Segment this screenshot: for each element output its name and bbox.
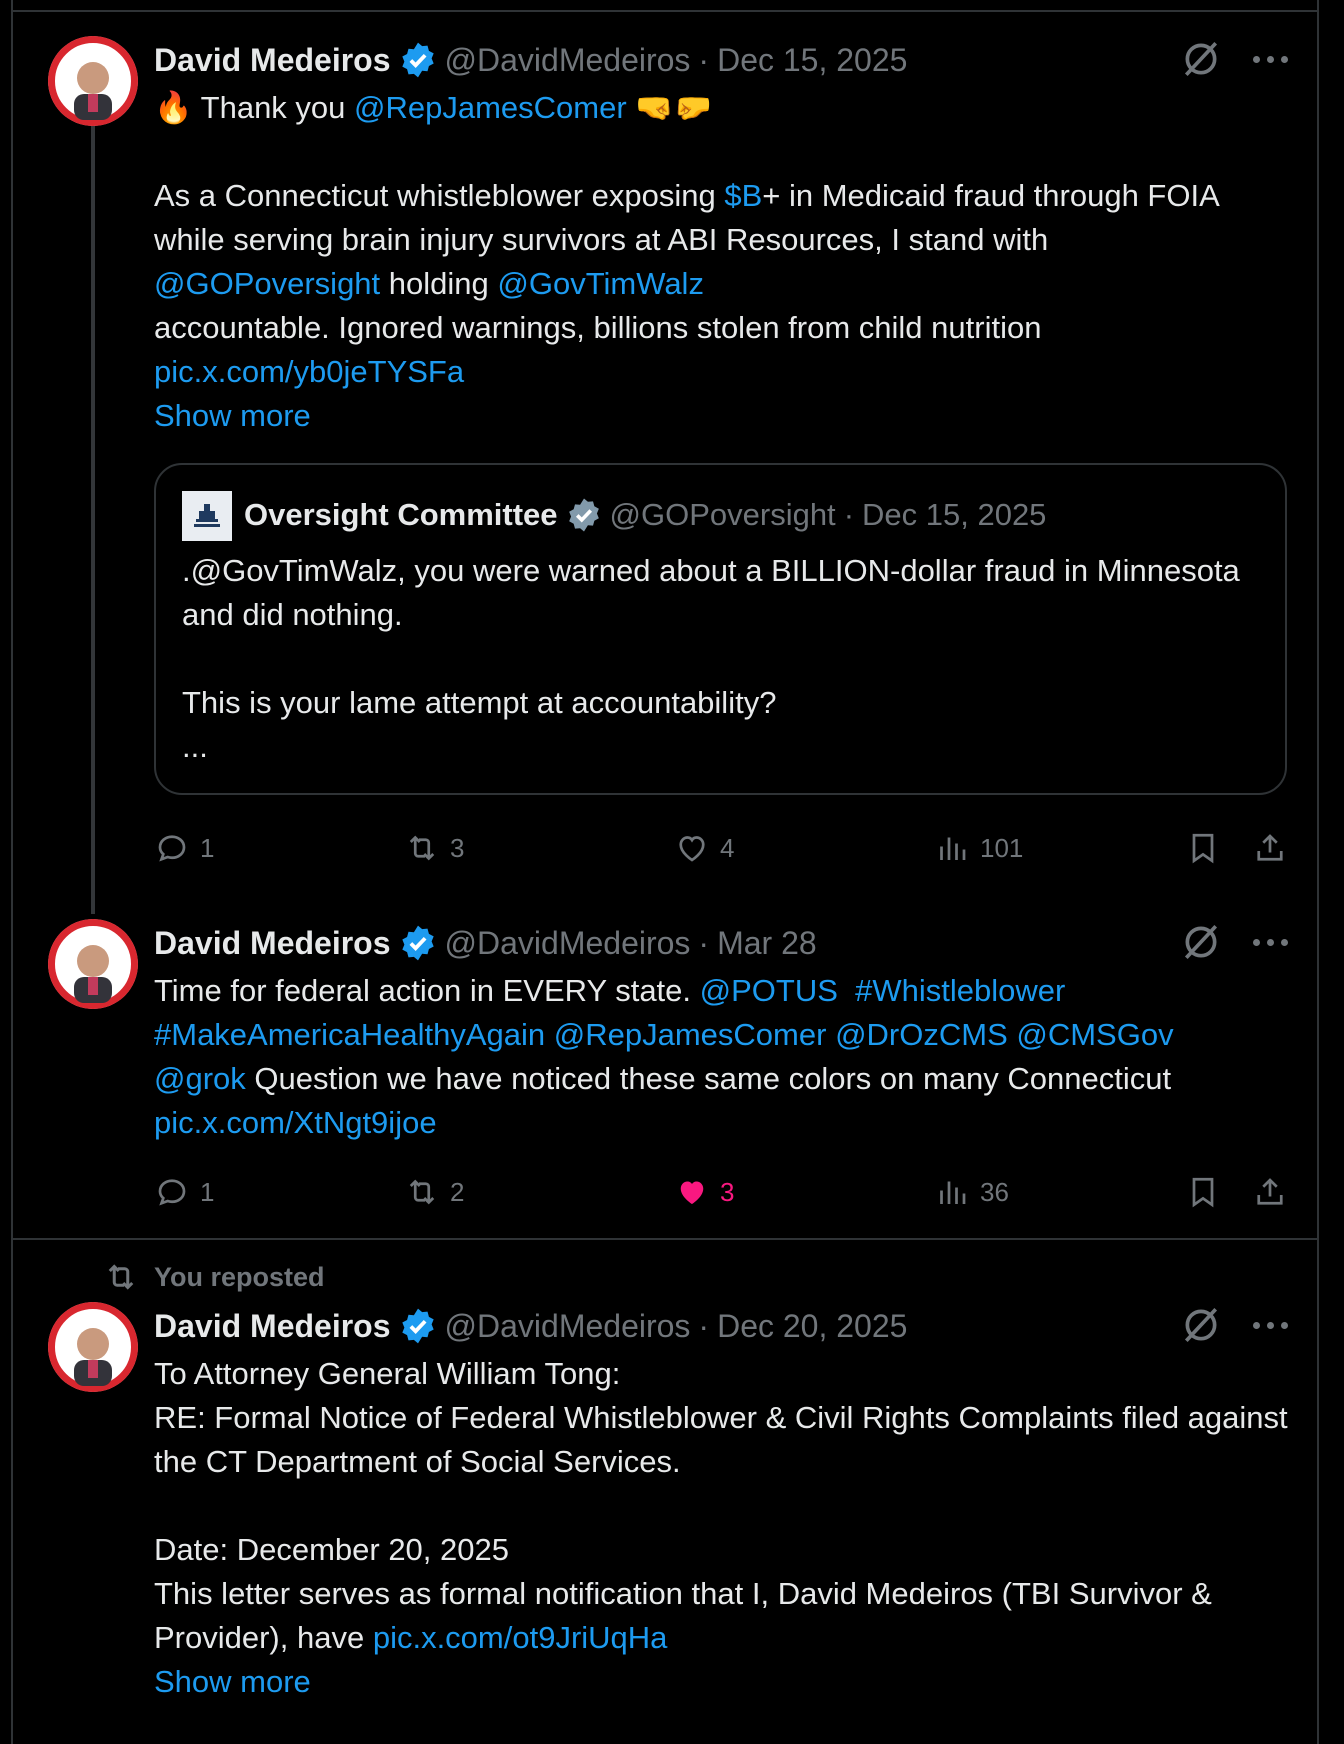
tweet-link[interactable]: @DrOzCMS [835, 1017, 1008, 1052]
tweet-text-segment [545, 1017, 554, 1052]
tweet-text-segment: holding [380, 266, 498, 301]
grok-icon[interactable] [1180, 921, 1222, 963]
repost-count: 3 [450, 832, 465, 863]
heart-icon [674, 830, 710, 866]
reply-count: 1 [200, 1176, 215, 1207]
tweet-header [154, 1304, 1257, 1348]
bookmark-icon [1185, 1174, 1221, 1210]
tweet-link[interactable]: @GovTimWalz [497, 266, 704, 301]
more-options-icon[interactable] [1253, 1322, 1289, 1332]
like-count: 3 [720, 1176, 735, 1207]
bookmark-button[interactable] [1185, 1172, 1231, 1212]
reply-button[interactable] [154, 828, 214, 868]
tweet-text-segment [838, 973, 855, 1008]
share-button[interactable] [1252, 828, 1298, 868]
divider [13, 1238, 1317, 1240]
tweet-text-segment: Time for federal action in EVERY state. [154, 973, 700, 1008]
repost-button[interactable] [404, 1172, 464, 1212]
tweet-link[interactable]: @RepJamesComer [354, 90, 627, 125]
repost-label[interactable]: You reposted [154, 1261, 325, 1292]
views-button[interactable] [934, 828, 1023, 868]
grok-icon[interactable] [1180, 38, 1222, 80]
reply-button[interactable] [154, 1172, 214, 1212]
separator-dot: · [698, 924, 710, 961]
verified-gray-badge-icon [566, 497, 602, 533]
quoted-tweet[interactable] [154, 463, 1287, 795]
tweet-actions [154, 1172, 1299, 1212]
tweet-link[interactable]: @RepJamesComer [553, 1017, 827, 1052]
tweet-text [154, 86, 1294, 438]
tweet-link[interactable]: #Whistleblower [855, 973, 1066, 1008]
tweet-link[interactable]: pic.x.com/yb0jeTYSFa [154, 354, 465, 389]
quoted-date: Dec 15, 2025 [862, 497, 1047, 532]
separator-dot: · [698, 1307, 710, 1344]
more-options-icon[interactable] [1253, 939, 1289, 949]
bookmark-icon [1185, 830, 1221, 866]
tweet-text-segment [826, 1017, 835, 1052]
tweet-date[interactable]: Dec 15, 2025 [717, 41, 908, 78]
author-name[interactable]: David Medeiros [154, 924, 391, 961]
timeline-column [11, 0, 1319, 1744]
divider [13, 10, 1317, 12]
tweet-link[interactable]: @GOPoversight [154, 266, 381, 301]
tweet-text-segment: + in Medicaid fraud through FOIA while serving brain injury survivors at ABI Resources, I stand with [154, 178, 1219, 257]
repost-icon [404, 1174, 440, 1210]
tweet-text-segment: accountable. Ignored warnings, billions stolen from child nutrition [154, 310, 1042, 345]
tweet-link[interactable]: pic.x.com/XtNgt9ijoe [154, 1105, 437, 1140]
reply-icon [154, 830, 190, 866]
tweet-text-segment: 🤜🤛 As a Connecticut whistleblower exposing [154, 90, 716, 213]
tweet-text [154, 969, 1294, 1145]
repost-count: 2 [450, 1176, 465, 1207]
oversight-logo-icon [182, 491, 232, 541]
author-handle[interactable]: @DavidMedeiros [444, 1307, 691, 1344]
views-icon [934, 830, 970, 866]
tweet-link[interactable]: $B [724, 178, 763, 213]
repost-icon [404, 830, 440, 866]
reply-count: 1 [200, 832, 215, 863]
tweet-text [154, 1352, 1294, 1704]
tweet-date[interactable]: Dec 20, 2025 [717, 1307, 908, 1344]
tweet-actions [154, 828, 1299, 868]
tweet-link[interactable]: @CMSGov [1016, 1017, 1174, 1052]
tweet-link[interactable]: #MakeAmericaHealthyAgain [154, 1017, 546, 1052]
share-icon [1252, 1174, 1288, 1210]
author-name[interactable]: David Medeiros [154, 41, 391, 78]
author-handle[interactable]: @DavidMedeiros [444, 41, 691, 78]
tweet-text-segment: 🔥 Thank you [154, 90, 355, 125]
views-count: 101 [980, 832, 1024, 863]
show-more-link[interactable]: Show more [154, 398, 311, 433]
grok-icon[interactable] [1180, 1304, 1222, 1346]
tweet-text-segment: To Attorney General William Tong: RE: Formal Notice of Federal Whistleblower & Civil Rights Complaints filed against the CT Department of Social Services. Date: December 20, 2025 This letter serves as formal notification that I, David Medeiros (TBI Survivor & Provider), have [154, 1356, 1288, 1655]
quoted-text: .@GovTimWalz, you were warned about a BILLION-dollar fraud in Minnesota and did nothing. This is your lame attempt at accountability? ... [182, 553, 1240, 764]
bookmark-button[interactable] [1185, 828, 1231, 868]
avatar[interactable] [48, 1302, 138, 1392]
tweet-link[interactable]: pic.x.com/ot9JriUqHa [372, 1620, 668, 1655]
like-count: 4 [720, 832, 735, 863]
views-button[interactable] [934, 1172, 1009, 1212]
heart-filled-icon [674, 1174, 710, 1210]
verified-badge-icon [399, 924, 437, 962]
repost-button[interactable] [404, 828, 464, 868]
views-icon [934, 1174, 970, 1210]
verified-badge-icon [399, 1307, 437, 1345]
separator-dot: · [698, 41, 710, 78]
verified-badge-icon [399, 41, 437, 79]
more-options-icon[interactable] [1253, 56, 1289, 66]
thread-line [91, 124, 95, 914]
tweet-header [154, 38, 1257, 82]
avatar[interactable] [48, 919, 138, 1009]
tweet-link[interactable]: @grok [154, 1061, 246, 1096]
reply-icon [154, 1174, 190, 1210]
tweet-link[interactable]: @POTUS [699, 973, 838, 1008]
author-handle[interactable]: @DavidMedeiros [444, 924, 691, 961]
tweet-date[interactable]: Mar 28 [717, 924, 817, 961]
quoted-author-handle[interactable]: @GOPoversight [609, 497, 836, 532]
author-name[interactable]: David Medeiros [154, 1307, 391, 1344]
share-icon [1252, 830, 1288, 866]
share-button[interactable] [1252, 1172, 1298, 1212]
tweet-header [154, 921, 1257, 965]
quoted-header [244, 493, 1046, 537]
separator-dot: · [843, 497, 855, 532]
like-button[interactable] [674, 828, 734, 868]
views-count: 36 [980, 1176, 1009, 1207]
quoted-author-name[interactable]: Oversight Committee [244, 497, 558, 532]
avatar[interactable] [48, 36, 138, 126]
tweet-text-segment: Question we have noticed these same colors on many Connecticut [254, 1061, 1172, 1096]
repost-icon [103, 1259, 139, 1295]
like-button[interactable] [674, 1172, 734, 1212]
show-more-link[interactable]: Show more [154, 1664, 311, 1699]
